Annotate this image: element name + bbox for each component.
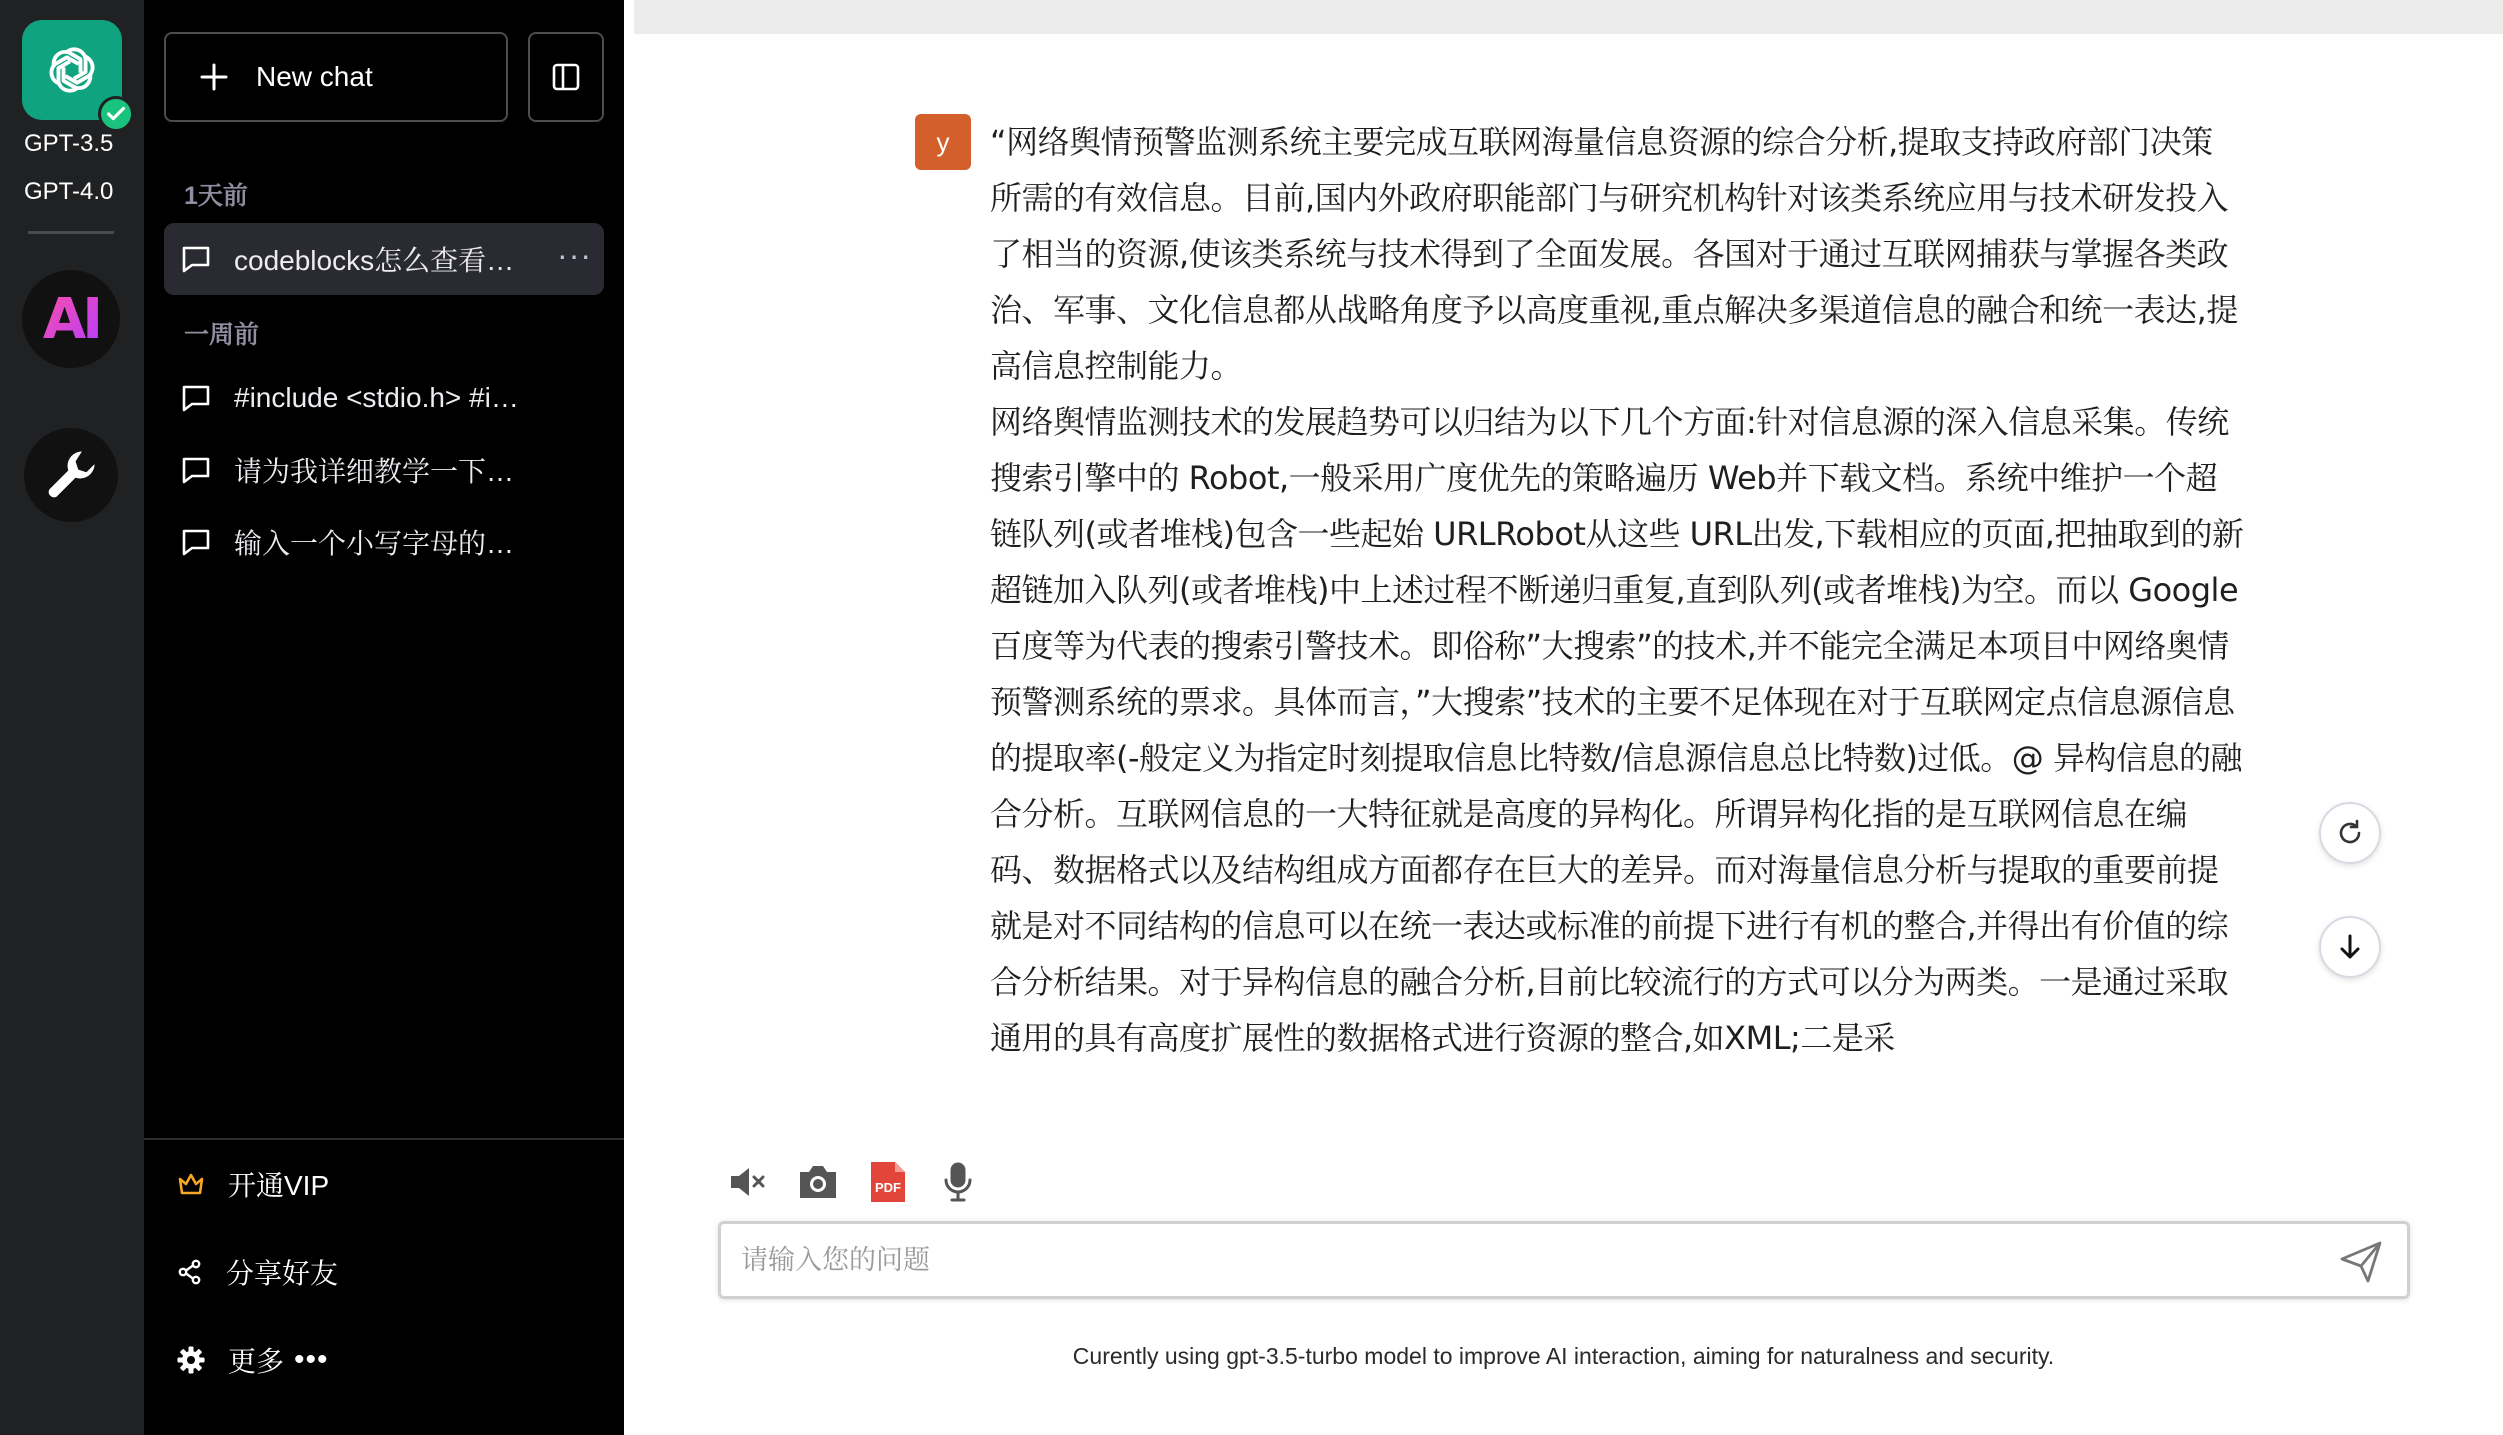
input-toolbar: [726, 1160, 1006, 1204]
ai-app-logo: AI: [42, 286, 100, 352]
ai-app-button[interactable]: [22, 270, 120, 368]
model-gpt-35[interactable]: GPT-3.5: [24, 130, 114, 157]
message-paragraph: 网络舆情监测技术的发展趋势可以归结为以下几个方面:针对信息源的深入信息采集。传统搜索引擎中的 Robot,一般采用广度优先的策略遍历 Web并下载文档。系统中维护一个超链队列(或者堆栈)包含一些起始 URLRobot从这些 URL出发,下载相应的页面,把抽取到的新超链加入队列(或者堆栈)中上述过程不断递归重复,直到队列(或者堆栈)为空。而以 Google 百度等为代表的搜索引警技术。即俗称”大搜索”的技术,并不能完全满足本项目中网络奥情预警测系统的票求。具体而言，”大搜索”技术的主要不足体现在对于互联网定点信息源信息的提取率(-般定义为指定时刻提取信息比特数/信息源信息总比特数)过低。@ 异构信息的融合分析。互联网信息的一大特征就是高度的异构化。所谓异构化指的是互联网信息在编码、数据格式以及结构组成方面都存在巨大的差异。而对海量信息分析与提取的重要前提就是对不同结构的信息可以在统一表达或标准的前提下进行有机的整合,并得出有价值的综合分析结果。对于异构信息的融合分析,目前比较流行的方式可以分为两类。一是通过采取通用的具有高度扩展性的数据格式进行资源的整合,如XML;二是采: [990, 403, 2244, 1057]
sidebar-divider: [144, 1138, 624, 1140]
scroll-to-bottom-button[interactable]: [2319, 916, 2381, 978]
share-friends-label: 分享好友: [226, 1258, 339, 1289]
tools-app-button[interactable]: [24, 428, 118, 522]
message-paragraph: “网络舆情预警监测系统主要完成互联网海量信息资源的综合分析,提取支持政府部门决策所需的有效信息。目前,国内外政府职能部门与研究机构针对该类系统应用与技术研发投入了相当的资源,使该类系统与技术得到了全面发展。各国对于通过互联网捕获与掌握各类政治、军事、文化信息都从战略角度予以高度重视,重点解决多渠道信息的融合和统一表达,提高信息控制能力。: [990, 123, 2238, 385]
top-bar: [634, 0, 2503, 34]
share-icon: [176, 1258, 204, 1286]
microphone-icon: [942, 1161, 974, 1203]
model-info-footer: Curently using gpt-3.5-turbo model to improve AI interaction, aiming for naturalness and security.: [1072, 1343, 2055, 1369]
chat-bubble-icon: [180, 454, 212, 486]
pdf-upload-button[interactable]: [866, 1160, 910, 1204]
chat-history-title: 请为我详细教学一下…: [234, 456, 515, 487]
pdf-icon-label: PDF: [875, 1180, 901, 1195]
model-rail: [0, 0, 144, 1435]
open-vip-label: 开通VIP: [228, 1170, 330, 1201]
refresh-icon: [2334, 817, 2366, 849]
share-friends-button[interactable]: [176, 1252, 338, 1292]
chat-bubble-icon: [180, 382, 212, 414]
send-button[interactable]: [2337, 1238, 2385, 1286]
openai-logo-icon: [41, 39, 103, 101]
chat-bubble-icon: [180, 243, 212, 275]
plus-icon: [194, 57, 234, 97]
microphone-button[interactable]: [936, 1160, 980, 1204]
chat-history-item[interactable]: [164, 506, 604, 578]
chat-history-title: #include <stdio.h> #i…: [234, 382, 519, 413]
chat-history-title: codeblocks怎么查看…: [234, 245, 515, 276]
chat-history-title: 输入一个小写字母的…: [234, 528, 515, 559]
history-group-label: 1天前: [184, 182, 248, 210]
wrench-icon: [42, 446, 100, 504]
chat-history-item[interactable]: [164, 434, 604, 506]
more-dots-icon: •••: [294, 1343, 329, 1376]
chat-history-item[interactable]: [164, 362, 604, 434]
more-button[interactable]: [176, 1340, 329, 1380]
sidebar-toggle-icon: [551, 62, 581, 92]
mute-button[interactable]: [726, 1160, 770, 1204]
selected-check-icon: [98, 96, 134, 132]
camera-button[interactable]: [796, 1160, 840, 1204]
history-group-label: 一周前: [184, 321, 260, 349]
arrow-down-icon: [2334, 931, 2366, 963]
new-chat-button[interactable]: [164, 32, 508, 122]
camera-icon: [796, 1162, 840, 1202]
chat-bubble-icon: [180, 526, 212, 558]
chat-main: [624, 0, 2503, 1435]
model-gpt-40[interactable]: GPT-4.0: [24, 178, 114, 205]
chat-input-box: [718, 1221, 2410, 1299]
rail-divider: [28, 231, 114, 234]
chat-options-icon[interactable]: ···: [557, 237, 592, 273]
send-icon: [2338, 1239, 2384, 1285]
regenerate-button[interactable]: [2319, 802, 2381, 864]
crown-icon: [176, 1169, 206, 1199]
open-vip-button[interactable]: [176, 1164, 329, 1204]
user-avatar: y: [915, 114, 971, 170]
sidebar: [144, 0, 624, 1435]
pdf-icon: [869, 1160, 907, 1204]
toggle-sidebar-button[interactable]: [528, 32, 604, 122]
speaker-mute-icon: [727, 1161, 769, 1203]
chat-history-item[interactable]: [164, 223, 604, 295]
more-label: 更多: [228, 1346, 285, 1377]
gear-icon: [176, 1345, 206, 1375]
question-input[interactable]: [741, 1234, 2301, 1286]
user-message: [990, 114, 2244, 1076]
new-chat-label: New chat: [256, 61, 373, 92]
